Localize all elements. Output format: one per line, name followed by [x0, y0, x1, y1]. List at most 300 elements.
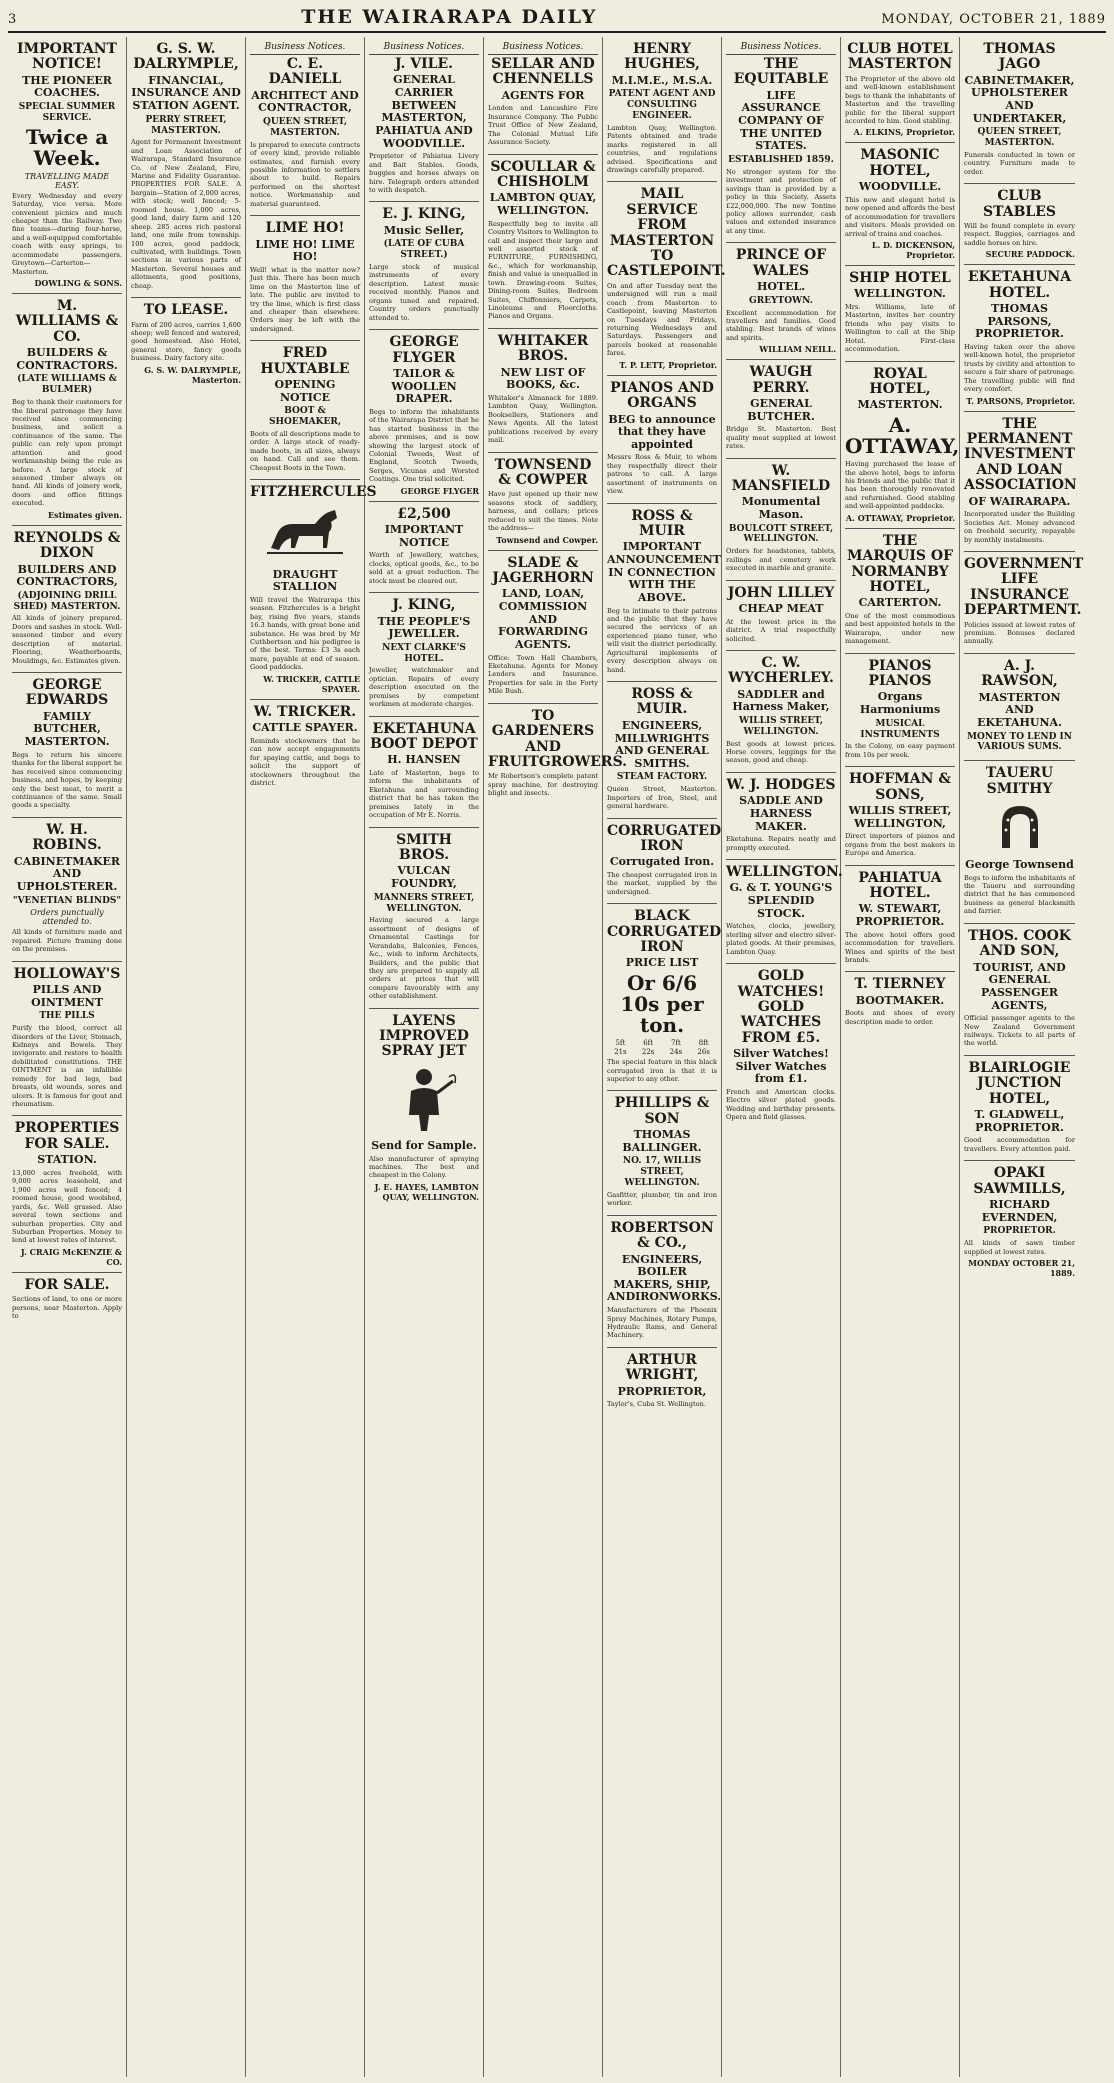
- ad-subheading: Music Seller,: [383, 223, 465, 237]
- ad-heading: W. H. ROBINS.: [32, 821, 102, 854]
- ad-heading: ROYAL HOTEL,: [869, 365, 931, 398]
- advertisement: [845, 529, 955, 654]
- ad-body-text: At the lowest price in the district. A trial respectfully solicited.: [726, 617, 836, 643]
- ad-body-text: Funerals conducted in town or country. Furniture made to order.: [964, 150, 1075, 176]
- ad-subheading: CARTERTON.: [858, 596, 942, 610]
- ad-subheading: George Townsend: [965, 857, 1074, 871]
- section-header: Business Notices.: [726, 40, 836, 55]
- ad-subheading: SADDLER and Harness Maker,: [732, 687, 830, 714]
- advertisement: [607, 182, 726, 375]
- ad-address: BOULCOTT STREET, WELLINGTON.: [728, 523, 834, 545]
- ad-heading: THE MARQUIS OF NORMANBY HOTEL,: [846, 532, 954, 595]
- ad-signature: T. P. LETT, Proprietor.: [619, 359, 717, 370]
- ad-heading: EKETAHUNA BOOT DEPOT: [370, 720, 478, 753]
- ad-body-text: Whitaker's Almanack for 1889. Lambton Quay, Wellington. Booksellers, Stationers and News Agents. All the latest publications received by every mail.: [488, 393, 598, 445]
- ad-heading: GEORGE FLYGER: [389, 334, 459, 366]
- column-4: [365, 37, 484, 2077]
- ad-heading: C. W. WYCHERLEY.: [728, 654, 834, 687]
- ad-signature: L. D. DICKENSON, Proprietor.: [871, 240, 955, 261]
- ad-body-text: Having secured a large assortment of designs of Ornamental Castings for Verandahs, Balconies, Fences, &c., wish to inform Architects, Builders, and the public that they are prepared to supply all orders at prices that will compare favourably with any other establishment.: [369, 916, 479, 1001]
- ad-body-text: This new and elegant hotel is now opened and affords the best of accommodation for travellers and visitors. Meals provided on arrival of trains and coaches.: [845, 195, 955, 238]
- ad-heading: GOLD WATCHES! GOLD WATCHES FROM £5.: [737, 968, 825, 1046]
- advertisement: [607, 37, 717, 182]
- ad-heading: PROPERTIES FOR SALE.: [14, 1120, 120, 1152]
- ad-heading: FOR SALE.: [24, 1276, 110, 1293]
- ad-body-text: Best goods at lowest prices. Horse covers, leggings for the season, good and cheap.: [726, 739, 836, 765]
- ad-subheading: W. STEWART, PROPRIETOR.: [855, 902, 945, 928]
- horse-illustration-icon: [250, 504, 360, 566]
- ad-heading: GOVERNMENT LIFE INSURANCE DEPARTMENT.: [964, 556, 1084, 619]
- ad-body-text: Having taken over the above well-known hotel, the proprietor trusts by civility and attention to secure a fair share of patronage. The travelling public will find every comfort.: [964, 343, 1075, 394]
- ad-heading: MASONIC HOTEL,: [860, 147, 940, 179]
- advertisement: [607, 1348, 717, 1416]
- ad-body-text: Proprietor of Pahiatua Livery and Bait Stables. Goods, buggies and horses always on hire. Telegraph orders attended to with despatch.: [369, 152, 479, 194]
- ad-subheading: OPENING NOTICE: [274, 378, 336, 404]
- ad-heading: CORRUGATED IRON: [607, 822, 722, 854]
- advertisement: [369, 717, 479, 828]
- ad-heading: THOS. COOK AND SON,: [968, 927, 1071, 960]
- ad-signature: MONDAY OCTOBER 21, 1889.: [968, 1257, 1075, 1278]
- ad-subheading: THOMAS PARSONS, PROPRIETOR.: [975, 302, 1064, 341]
- price-cell: 24s: [669, 1048, 683, 1057]
- ad-heading: J. VILE.: [394, 56, 454, 72]
- ad-signature: DOWLING & SONS.: [34, 278, 122, 289]
- column-2: [127, 37, 246, 2077]
- ad-body-text: Agent for Permanent Investment and Loan Association of Wairarapa, Standard Insurance Co. of New Zealand, Fire, Marine and Fidelity Guarantee. PROPERTIES FOR SALE. A bargain—Station of 2,000 acres, with stock; well fenced; 5-roomed house. 1,000 acres, good land, dairy farm and 120 sheep. 285 acres rich pastoral land, one mile from township. 100 acres, good paddock, cultivated, with buildings. Town sections in various parts of Masterton. Several houses and allotments, good positions, cheap.: [131, 138, 241, 290]
- ad-body-text: Beg to thank their customers for the liberal patronage they have received since commencing business, and solicit a continuance of the same. The public can rely upon prompt attention and good workmanship being the rule as before. A large stock of seasoned timber always on hand. All kinds of joinery work, doors and office fittings executed.: [12, 398, 122, 508]
- advertisement: [12, 526, 122, 673]
- ad-subheading: Send for Sample.: [371, 1138, 477, 1152]
- ad-body-text: Farm of 200 acres, carries 1,600 sheep; well fenced and watered; good homestead. Also Hotel, general store, fancy goods business. Dairy factory site.: [131, 320, 241, 363]
- ad-address: "VENETIAN BLINDS": [12, 895, 122, 906]
- ad-body-text: The cheapest corrugated iron in the market, supplied by the undersigned.: [607, 870, 717, 896]
- ad-address: WILLIS STREET, WELLINGTON.: [738, 716, 824, 737]
- ad-heading: IMPORTANT NOTICE!: [17, 41, 117, 73]
- ad-address: MUSICAL INSTRUMENTS: [860, 718, 940, 740]
- ad-body-text: Official passenger agents to the New Zealand Government railways. Tickets to all parts of the world.: [964, 1014, 1075, 1048]
- column-1: [8, 37, 127, 2077]
- advertisement: [726, 581, 836, 651]
- section-header: Business Notices.: [369, 40, 479, 55]
- ad-subheading: STATION.: [37, 1153, 97, 1167]
- section-header: Business Notices.: [488, 40, 598, 55]
- advertisement: [607, 1091, 717, 1215]
- column-8: [841, 37, 960, 2077]
- ad-body-text: Purify the blood, correct all disorders of the Liver, Stomach, Kidneys and Bowels. They invigorate and restore to health debilitated constitutions. THE OINTMENT is an infallible remedy for bad legs, bad breasts, old wounds, sores and ulcers. It is famous for gout and rheumatism.: [12, 1024, 122, 1109]
- advertisement: [250, 37, 360, 216]
- ad-heading: BLAIRLOGIE JUNCTION HOTEL,: [968, 1059, 1071, 1107]
- ad-body-text: Office: Town Hall Chambers, Eketahuna. Agents for Money Lenders and Insurance. Properties for sale in the Forty Mile Bush.: [488, 653, 598, 696]
- ad-body-text: Mr Robertson's complete patent spray machine, for destroying blight and insects.: [488, 772, 598, 798]
- ad-body-text: Direct importers of pianos and organs from the best makers in Europe and America.: [845, 832, 955, 858]
- columns: [8, 37, 1106, 2077]
- ad-subheading: WELLINGTON.: [854, 287, 946, 301]
- ad-heading: MAIL SERVICE FROM MASTERTON TO CASTLEPOINT.: [607, 186, 726, 280]
- advertisement: [369, 593, 479, 716]
- ad-heading: REYNOLDS & DIXON: [13, 529, 121, 562]
- ad-body-text: Worth of Jewellery, watches, clocks, optical goods, &c., to be sold at a great reduction. The stock must be cleared out.: [369, 551, 479, 585]
- ad-body-text: Boots and shoes of every description made to order.: [845, 1009, 955, 1026]
- ad-subheading: TOURIST, AND GENERAL PASSENGER AGENTS,: [973, 960, 1066, 1012]
- ad-heading: HENRY HUGHES,: [624, 41, 700, 73]
- ad-address: PROPRIETOR.: [983, 1226, 1056, 1237]
- advertisement: [726, 243, 836, 360]
- ad-address: ESTABLISHED 1859.: [728, 154, 834, 165]
- ad-heading: TOWNSEND & COWPER: [494, 456, 592, 488]
- advertisement: [845, 654, 955, 768]
- ad-heading: HOFFMAN & SONS,: [849, 771, 951, 803]
- ad-signature: A. ELKINS, Proprietor.: [853, 127, 955, 138]
- price-cell: 26s: [697, 1048, 710, 1057]
- ad-heading: G. S. W. DALRYMPLE,: [133, 41, 239, 73]
- advertisement: [488, 453, 598, 551]
- advertisement: [369, 1009, 479, 1207]
- ad-body-text: Mrs. Williams, late of Masterton, invites her country friends who pay visits to Wellington to call at the Ship Hotel. First-class accommodation.: [845, 303, 955, 354]
- ad-subheading: CABINETMAKER, UPHOLSTERER AND UNDERTAKER,: [964, 73, 1075, 125]
- ad-body-text: On and after Tuesday next the undersigned will run a mail coach from Masterton to Castlepoint, leaving Masterton on Tuesdays and Fridays, returning Wednesdays and Saturdays. Passengers and parcels booked at reasonable fares.: [607, 281, 717, 358]
- ad-body-text: Begs to return his sincere thanks for the liberal support he has received since commencing business, and hopes, by keeping only the best meat, to merit a continuance of the same. Small goods a specialty.: [12, 750, 122, 810]
- ad-signature: SECURE PADDOCK.: [985, 249, 1075, 260]
- ad-subheading: BOOTMAKER.: [855, 993, 945, 1007]
- ad-subheading: LAMBTON QUAY, WELLINGTON.: [489, 191, 597, 218]
- advertisement: [726, 360, 836, 458]
- advertisement: [845, 972, 955, 1033]
- ad-body-text: French and American clocks. Electro silver plated goods. Wedding and birthday presents. Opera and field glasses.: [726, 1088, 836, 1122]
- price-cell: 7ft: [670, 1039, 681, 1048]
- ad-heading: HOLLOWAY'S: [13, 965, 121, 982]
- ad-signature: G. S. W. DALRYMPLE, Masterton.: [144, 364, 241, 385]
- ad-subheading: LAND, LOAN, COMMISSION AND FORWARDING AGENTS.: [498, 587, 588, 651]
- advertisement: [845, 266, 955, 362]
- advertisement: [250, 216, 360, 341]
- ad-body-text: The above hotel offers good accommodation for travellers. Wines and spirits of the best brands.: [845, 930, 955, 964]
- ad-body-text: Large stock of musical instruments of every description. Latest music received monthly. Pianos and organs tuned and repaired. Country orders punctually attended to.: [369, 263, 479, 322]
- ad-signature: WILLIAM NEILL.: [759, 344, 836, 355]
- ad-body-text: Is prepared to execute contracts of every kind, provide reliable estimates, and furnish every possible information to settlers about to build. Repairs performed on the shortest notice. Workmanship and material guaranteed.: [250, 140, 360, 208]
- advertisement: [845, 362, 960, 529]
- ad-heading: PAHIATUA HOTEL.: [858, 869, 942, 901]
- ad-heading: JOHN LILLEY: [727, 584, 835, 601]
- ad-signature: J. CRAIG McKENZIE & CO.: [20, 1246, 122, 1267]
- ad-subheading: BEG to announce that they have appointed: [608, 412, 716, 451]
- ad-body-text: Watches, clocks, jewellery, sterling silver and electro silver-plated goods. At their premises, Lambton Quay.: [726, 922, 836, 956]
- ad-address: STEAM FACTORY.: [616, 772, 708, 783]
- ad-subheading: H. HANSEN: [387, 753, 461, 767]
- ad-heading: TAUERU SMITHY: [985, 765, 1054, 797]
- ad-heading: ROSS & MUIR: [631, 507, 693, 539]
- ad-tagline: Orders punctually attended to.: [30, 908, 104, 927]
- ad-signature: Townsend and Cowper.: [496, 534, 598, 545]
- ad-heading: ARTHUR WRIGHT,: [625, 1351, 699, 1384]
- page-number: 3: [8, 12, 18, 27]
- ad-heading: A. J. RAWSON,: [981, 657, 1058, 690]
- advertisement: [12, 962, 122, 1117]
- ad-subheading: Monumental Mason.: [741, 495, 821, 522]
- advertisement: [607, 1216, 722, 1348]
- advertisement: [845, 37, 955, 143]
- ad-subheading: G. & T. YOUNG'S SPLENDID STOCK.: [729, 881, 833, 920]
- ad-body-text: Having purchased the lease of the above hotel, begs to inform his friends and the public that it has been thoroughly renovated and refurnished. Good stabling and well-appointed paddocks.: [845, 460, 955, 511]
- advertisement: [607, 819, 722, 905]
- ad-subheading: VULCAN FOUNDRY,: [391, 864, 457, 891]
- ad-subheading: ENGINEERS, MILLWRIGHTS AND GENERAL SMITHS.: [614, 718, 710, 770]
- advertisement: [369, 330, 479, 502]
- ad-body-text: Manufacturers of the Phoenix Spray Machines, Rotary Pumps, Hydraulic Rams, and General Machinery.: [607, 1306, 717, 1340]
- ad-body-text: Orders for headstones, tablets, railings and cemetery work executed in marble and granite.: [726, 547, 836, 573]
- masthead: [8, 6, 1106, 33]
- ad-signature: A. OTTAWAY, Proprietor.: [845, 512, 955, 523]
- ad-heading: SLADE & JAGERHORN: [492, 554, 594, 586]
- ad-heading: J. KING,: [392, 597, 456, 614]
- ad-subheading: AGENTS FOR: [501, 88, 585, 102]
- ad-subheading: ENGINEERS, BOILER MAKERS, SHIP, ANDIRONWORKS.: [607, 1252, 722, 1304]
- column-3: [246, 37, 377, 2077]
- ad-heading: WHITAKER BROS.: [497, 332, 589, 365]
- ad-body-text: Respectfully beg to invite all Country Visitors to Wellington to call and inspect their large and well assorted stock of FURNITURE, FURNISHING, &c., which for workmanship, finish and value is unequalled in town. Drawing-room Suites, Dining-room Suites, Bedroom Suites, Chiffonniers, Carpets, Linoleums and Floorcloths. Pianos and Organs.: [488, 219, 598, 321]
- ad-address: (LATE WILLIAMS & BULMER): [17, 374, 117, 396]
- advertisement: [964, 184, 1075, 265]
- ad-body-text: Will be found complete in every respect. Buggies, carriages and saddle horses on hire.: [964, 222, 1075, 247]
- ad-body-text: Excellent accommodation for travellers and families. Good stabling. Best brands of wines and spirits.: [726, 308, 836, 342]
- ad-body-text: In the Colony, on easy payment from 10s per week.: [845, 742, 955, 759]
- advertisement: [488, 155, 598, 329]
- ad-heading: FRED HUXTABLE: [260, 345, 350, 377]
- price-cell: 6ft: [643, 1039, 654, 1048]
- ad-heading: THOMAS JAGO: [983, 41, 1056, 73]
- ad-body-text: Good accommodation for travellers. Every attention paid.: [964, 1136, 1075, 1153]
- ad-heading: C. E. DANIELL: [268, 56, 342, 88]
- ad-body-text: Boots of all descriptions made to order. A large stock of ready-made boots, in all sizes, always on hand. Call and see them. Cheapest Boots in the Town.: [250, 429, 360, 472]
- advertisement: [607, 504, 721, 682]
- ad-address: SPECIAL SUMMER SERVICE.: [18, 102, 116, 123]
- ad-subheading: WOODVILLE.: [858, 180, 942, 194]
- ad-heading: EKETAHUNA HOTEL.: [967, 269, 1072, 301]
- advertisement: [488, 704, 628, 805]
- newspaper-title: THE WAIRARAPA DAILY: [301, 6, 598, 28]
- ad-body-text: Jeweller, watchmaker and optician. Repairs of every description executed on the premises by competent workmen at moderate charges.: [369, 666, 479, 709]
- ad-body-text: No stronger system for the investment and protection of savings than is provided by a policy in this Society. Assets £22,000,000. The new Tontine policy allows surrender, cash values and extended insurance at any time.: [726, 167, 836, 235]
- ad-body-text: London and Lancashire Fire Insurance Company. The Public Trust Office of New Zealand, The Colonial Mutual Life Assurance Society.: [488, 104, 598, 147]
- ad-body-text: Well! what is the matter now? Just this. There has been much lime on the Masterton line of late. The public are invited to try the lime, which is first class and cheaper than elsewhere. Orders may be left with the undersigned.: [250, 265, 360, 333]
- ad-tagline: TRAVELLING MADE EASY.: [24, 171, 110, 190]
- ad-address: QUEEN STREET, MASTERTON.: [977, 127, 1062, 149]
- advertisement: [12, 673, 122, 818]
- figure-illustration-icon: [369, 1063, 479, 1137]
- ad-body-text: All kinds of furniture made and repaired. Picture framing done on the premises.: [12, 928, 122, 954]
- ad-subheading: THE PEOPLE'S JEWELLER.: [377, 614, 471, 641]
- ad-subheading: SADDLE AND HARNESS MAKER.: [739, 794, 823, 833]
- ad-subheading: OF WAIRARAPA.: [968, 494, 1071, 508]
- ad-subheading: GENERAL BUTCHER.: [747, 397, 815, 423]
- ad-heading: SELLAR AND CHENNELLS: [491, 56, 595, 88]
- ad-heading: LIME HO!: [265, 220, 345, 237]
- ad-subheading: M.I.M.E., M.S.A.: [611, 73, 713, 87]
- ad-signature: Estimates given.: [47, 509, 122, 520]
- ad-body-text: Incorporated under the Building Societies Act. Money advanced on freehold security, repayable by monthly instalments.: [964, 510, 1075, 544]
- ad-subheading: FAMILY BUTCHER, MASTERTON.: [24, 709, 110, 749]
- ad-body-text: Begs to inform the inhabitants of the Wairarapa District that he has started business in the above premises, and is now showing the largest stock of Colonial Tweeds, West of England, Scotch Tweeds, Serges, Vicunas and Worsted Coatings. One trial solicited.: [369, 407, 479, 484]
- ad-heading: FITZHERCULES: [250, 484, 377, 501]
- advertisement: [726, 37, 836, 243]
- ad-heading: OPAKI SAWMILLS,: [973, 1165, 1066, 1197]
- ad-subheading: Silver Watches! Silver Watches from £1.: [733, 1047, 829, 1086]
- ad-body-text: Messrs Ross & Muir, to whom they respectfully direct their patrons to call. A large assortment of instruments on view.: [607, 453, 717, 496]
- ad-heading: TO GARDENERS AND FRUITGROWERS.: [488, 707, 628, 770]
- ad-subheading: PRICE LIST: [625, 956, 699, 970]
- advertisement: [12, 37, 122, 294]
- ad-subheading: THOMAS BALLINGER.: [622, 1128, 702, 1154]
- ad-heading: ROSS & MUIR.: [631, 686, 693, 718]
- advertisement: [12, 818, 122, 962]
- advertisement: [726, 860, 843, 964]
- ad-body-text: Also manufacturer of spraying machines. The best and cheapest in the Colony.: [369, 1154, 479, 1180]
- ad-subheading: TAILOR & WOOLLEN DRAPER.: [391, 366, 457, 406]
- advertisement: [964, 412, 1075, 552]
- ad-body-text: Reminds stockowners that he can now accept engagements for spaying cattle, and begs to solicit the support of stockowners throughout the district.: [250, 736, 360, 787]
- advertisement: [369, 828, 479, 1009]
- ad-heading: BLACK CORRUGATED IRON: [607, 908, 722, 956]
- ad-subheading: HOTEL.: [756, 280, 806, 294]
- ad-subheading: CHEAP MEAT: [738, 601, 824, 615]
- advertisement: [250, 480, 377, 700]
- advertisement: [250, 341, 360, 480]
- advertisement: [131, 37, 241, 298]
- ad-heading: M. WILLIAMS & CO.: [15, 298, 119, 345]
- ad-subheading: IMPORTANT NOTICE: [384, 523, 464, 549]
- advertisement: [488, 329, 598, 453]
- horseshoe-illustration-icon: [964, 800, 1075, 856]
- ad-address: MANNERS STREET, WELLINGTON.: [373, 892, 475, 914]
- ad-address: MONEY TO LEND IN VARIOUS SUMS.: [967, 731, 1072, 753]
- ad-heading: E. J. KING,: [382, 206, 466, 223]
- ad-body-text: Policies issued at lowest rates of premium. Bonuses declared annually.: [964, 620, 1075, 646]
- ad-address: NEXT CLARKE'S HOTEL.: [382, 642, 466, 664]
- advertisement: [964, 552, 1084, 654]
- ad-heading: TO LEASE.: [143, 302, 229, 319]
- ad-subheading: RICHARD EVERNDEN,: [981, 1198, 1058, 1224]
- ad-subheading: PILLS AND OINTMENT: [31, 983, 103, 1009]
- ad-address: PERRY STREET, MASTERTON.: [145, 114, 227, 136]
- ad-body-text: Sections of land, to one or more persons, near Masterton. Apply to: [12, 1295, 122, 1321]
- ad-address: BOOT & SHOEMAKER,: [269, 406, 341, 428]
- ad-subheading: BUILDERS AND CONTRACTORS,: [16, 562, 118, 589]
- price-list: [607, 1039, 717, 1056]
- ad-heading: WAUGH PERRY.: [749, 364, 813, 396]
- advertisement: [369, 37, 479, 202]
- price-cell: 21s: [614, 1048, 627, 1057]
- ad-address: NO. 17, WILLIS STREET, WELLINGTON.: [622, 1156, 702, 1189]
- advertisement: [845, 767, 955, 865]
- ad-signature: GEORGE FLYGER: [400, 485, 479, 496]
- ad-subheading: Corrugated Iron.: [609, 855, 715, 869]
- ad-heading: ROBERTSON & CO.,: [610, 1219, 714, 1252]
- ad-subheading: THE PIONEER COACHES.: [22, 73, 112, 100]
- advertisement: [369, 202, 479, 330]
- column-7: [722, 37, 841, 2077]
- ad-heading: W. MANSFIELD: [731, 462, 831, 495]
- advertisement: [250, 700, 360, 795]
- advertisement: [964, 37, 1075, 184]
- ad-heading: SCOULLAR & CHISHOLM: [490, 158, 596, 190]
- section-header: Business Notices.: [250, 40, 360, 55]
- ad-heading: CLUB HOTEL MASTERTON: [847, 41, 953, 73]
- ad-heading: W. TRICKER.: [253, 703, 357, 720]
- advertisement: [964, 924, 1075, 1056]
- ad-display-line: Twice a Week.: [25, 124, 109, 170]
- ad-body-text: One of the most commodious and best appointed hotels in the Wairarapa, under new management.: [845, 611, 955, 646]
- price-cell: 8ft: [698, 1039, 709, 1048]
- ad-heading: T. TIERNEY: [854, 976, 946, 993]
- advertisement: [726, 651, 836, 773]
- advertisement: [607, 376, 717, 504]
- ad-heading: PIANOS PIANOS: [868, 657, 932, 690]
- ad-subheading: CATTLE SPAYER.: [252, 721, 358, 735]
- advertisement: [12, 1273, 122, 1328]
- ad-body-text: Taylor's, Cuba St. Wellington.: [607, 1400, 706, 1409]
- ad-display-line: Or 6/6 10s per ton.: [620, 971, 704, 1038]
- ad-body-text: Late of Masterton, begs to inform the inhabitants of Eketahuna and surrounding district that he has taken the premises lately in the occupation of Mr E. Norris.: [369, 769, 479, 820]
- ad-subheading: DRAUGHT STALLION: [272, 567, 338, 594]
- issue-date: MONDAY, OCTOBER 21, 1889: [881, 12, 1106, 27]
- advertisement: [726, 459, 836, 581]
- advertisement: [488, 37, 598, 155]
- advertisement: [12, 294, 122, 526]
- ad-heading: £2,500: [397, 505, 451, 522]
- advertisement: [964, 1056, 1075, 1161]
- ad-subheading: LIME HO! LIME HO!: [255, 237, 355, 264]
- ad-heading: THE PERMANENT INVESTMENT AND LOAN ASSOCIATION: [964, 415, 1077, 494]
- ad-subheading: Organs Harmoniums: [859, 690, 941, 717]
- ad-body-text: Begs to inform the inhabitants of the Taueru and surrounding district that he has commenced business as general blacksmith and farrier.: [964, 873, 1075, 916]
- ad-subheading: CABINETMAKER AND UPHOLSTERER.: [13, 854, 121, 893]
- ad-body-text: Gasfitter, plumber, tin and iron worker.: [607, 1190, 717, 1208]
- ad-address: QUEEN STREET, MASTERTON.: [262, 117, 347, 138]
- ad-body-text: Every Wednesday and every Saturday, vice versa. More convenient picnics and much cheaper than the Railway. Two fine teams—during four-horse, and a well-equipped comfortable coach with easy springs, to accommodate passengers. Greytown—Carterton—Masterton.: [12, 191, 122, 276]
- advertisement: [726, 964, 836, 1129]
- column-6: [603, 37, 726, 2077]
- ad-subheading: MASTERTON.: [857, 398, 943, 412]
- ad-subheading: FINANCIAL, INSURANCE AND STATION AGENT.: [131, 73, 241, 113]
- ad-heading: WELLINGTON.: [726, 864, 843, 881]
- advertisement: [964, 761, 1075, 924]
- ad-body-text: Will travel the Wairarapa this season. Fitzhercules is a bright bay, rising five years, stands 16.3 hands, with great bone and substance. He was bred by Mr Cuthbertson and his pedigree is of the best. Terms: £3 3s each mare, payable at end of season. Good paddocks.: [250, 595, 360, 672]
- advertisement: [964, 654, 1075, 761]
- ad-subheading: LIFE ASSURANCE COMPANY OF THE UNITED STATES.: [738, 88, 824, 153]
- ad-body-text: Beg to intimate to their patrons and the public that they have secured the services of an experienced piano tuner, who will visit the district periodically. Agricultural implements of every description always on hand.: [607, 606, 717, 674]
- ad-address: THE PILLS: [39, 1011, 95, 1022]
- advertisement: [12, 1116, 122, 1272]
- ad-heading: PIANOS AND ORGANS: [610, 379, 714, 412]
- ad-subheading: T. GLADWELL, PROPRIETOR.: [974, 1108, 1065, 1134]
- ad-body-text: The Proprietor of the above old and well-known establishment begs to thank the inhabitants of Masterton and the travelling public for the liberal support accorded to him. Good stabling.: [845, 74, 955, 125]
- ad-body-text: Queen Street, Masterton. Importers of Iron, Steel, and general hardware.: [607, 785, 717, 811]
- ad-signature: J. E. HAYES, LAMBTON QUAY, WELLINGTON.: [374, 1181, 479, 1202]
- ad-body-text: Have just opened up their new seasons stock of saddlery, harness, and collars; prices reduced to suit the times. Note the address—: [488, 490, 598, 533]
- column-9: [960, 37, 1084, 2077]
- advertisement: [964, 265, 1075, 411]
- ad-address: GREYTOWN.: [749, 295, 813, 306]
- ad-heading: LAYENS IMPROVED SPRAY JET: [379, 1012, 469, 1060]
- advertisement: [964, 1161, 1075, 1283]
- ad-body-text: Bridge St. Masterton. Best quality meat supplied at lowest rates.: [726, 425, 836, 451]
- price-cell: 5ft: [615, 1039, 626, 1048]
- ad-address: (LATE OF CUBA STREET.): [383, 239, 465, 261]
- ad-heading: GEORGE EDWARDS: [25, 677, 109, 709]
- ad-heading: PHILLIPS & SON: [614, 1095, 710, 1127]
- advertisement: [488, 551, 598, 704]
- advertisement: [845, 143, 955, 266]
- ad-body-text: All kinds of joinery prepared. Doors and sashes in stock. Well-seasoned timber and every description of material. Flooring, Weatherboards, Mouldings, &c. Estimates given.: [12, 614, 122, 665]
